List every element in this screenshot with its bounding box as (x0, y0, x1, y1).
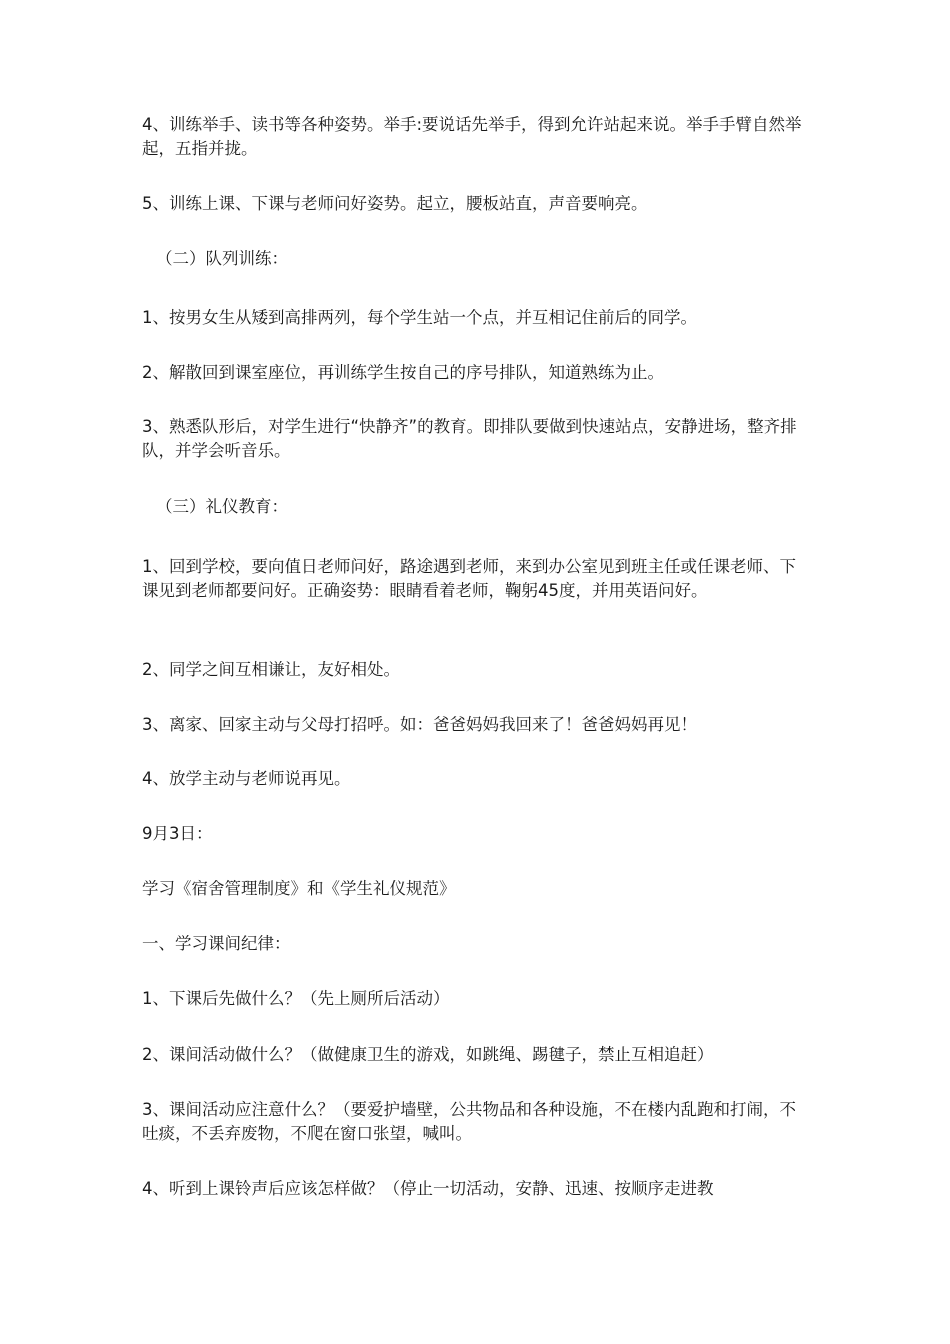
paragraph-greeting-posture: 5、训练上课、下课与老师问好姿势。起立，腰板站直，声音要响亮。 (142, 194, 648, 213)
paragraph-queue-seat-order: 2、解散回到课室座位，再训练学生按自己的序号排队，知道熟练为止。 (142, 363, 664, 382)
paragraph-queue-fast-quiet-neat: 3、熟悉队形后，对学生进行“快静齐”的教育。即排队要做到快速站点，安静进场，整齐排队，并学会听音乐。 (142, 417, 797, 460)
paragraph-after-class: 1、下课后先做什么？（先上厕所后活动） (142, 989, 450, 1008)
section-heading-break-discipline: 一、学习课间纪律： (142, 934, 291, 953)
paragraph-etiquette-greet-teachers: 1、回到学校，要向值日老师问好，路途遇到老师，来到办公室见到班主任或任课老师、下课见到老师都要问好。正确姿势：眼睛看着老师，鞠躬45度，并用英语问好。 (142, 557, 796, 600)
paragraph-bell-response: 4、听到上课铃声后应该怎样做？（停止一切活动，安静、迅速、按顺序走进教 (142, 1179, 714, 1198)
section-heading-etiquette: （三）礼仪教育： (156, 497, 288, 516)
paragraph-study-rules: 学习《宿舍管理制度》和《学生礼仪规范》 (142, 879, 456, 898)
section-heading-queue-training: （二）队列训练： (156, 249, 288, 268)
paragraph-etiquette-goodbye: 4、放学主动与老师说再见。 (142, 769, 351, 788)
paragraph-break-cautions: 3、课间活动应注意什么？（要爱护墙壁，公共物品和各种设施，不在楼内乱跑和打闹，不吐痰，不丢弃废物，不爬在窗口张望，喊叫。 (142, 1100, 796, 1143)
paragraph-raise-hand-training: 4、训练举手、读书等各种姿势。举手:要说话先举手，得到允许站起来说。举手手臂自然举起，五指并拢。 (142, 115, 802, 158)
paragraph-etiquette-parents: 3、离家、回家主动与父母打招呼。如：爸爸妈妈我回来了！爸爸妈妈再见！ (142, 715, 697, 734)
date-heading: 9月3日： (142, 824, 213, 843)
paragraph-etiquette-classmates: 2、同学之间互相谦让，友好相处。 (142, 660, 400, 679)
paragraph-queue-line-up: 1、按男女生从矮到高排两列，每个学生站一个点，并互相记住前后的同学。 (142, 308, 697, 327)
paragraph-break-activities: 2、课间活动做什么？（做健康卫生的游戏，如跳绳、踢毽子，禁止互相追赶） (142, 1045, 714, 1064)
